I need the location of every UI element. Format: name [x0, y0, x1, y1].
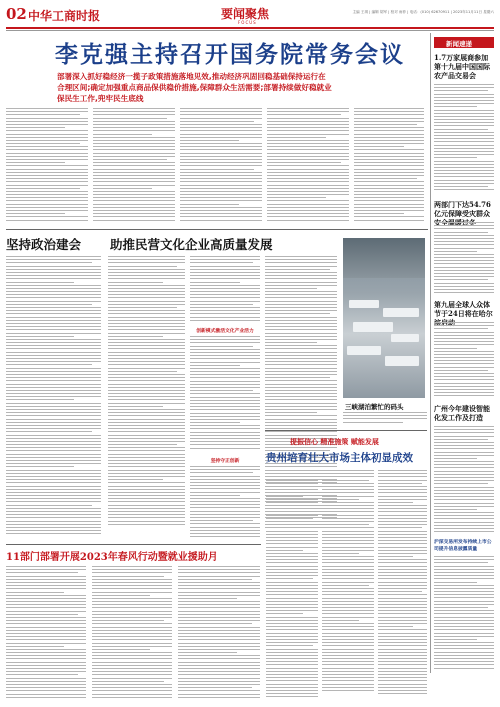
- center-subhead-a: 创新模式激活文化产业活力: [196, 329, 254, 334]
- left-story-headline: 坚持政治建会: [6, 237, 82, 252]
- lead-body-col-4: [267, 108, 349, 226]
- photo-caption: 三峡湖泊繁忙的码头: [345, 403, 404, 411]
- news-item-4-title: 广州今年建设智能化发工作及打造: [434, 404, 490, 422]
- boat: [353, 322, 393, 332]
- page-number: 02: [6, 5, 27, 23]
- guizhou-body-2: [322, 470, 374, 702]
- center-story-body-3: [190, 336, 260, 454]
- lead-divider: [6, 229, 428, 230]
- photo-caption-body: [343, 412, 427, 426]
- lead-body-col-5: [354, 108, 424, 226]
- bottom-left-body-1: [6, 566, 86, 702]
- photo-shore: [343, 238, 425, 278]
- masthead: [0, 0, 500, 28]
- center-story-headline: 助推民营文化企业高质量发展: [110, 237, 273, 252]
- lead-body-col-1: [6, 108, 88, 226]
- center-story-body-2: [190, 256, 260, 324]
- news-item-1-title: 1.7万家展商参加第十九届中国国际农产品交易会: [434, 53, 490, 80]
- boat: [347, 346, 381, 355]
- bottom-divider: [6, 544, 261, 545]
- news-item-2-body: [434, 222, 494, 296]
- masthead-meta: 主编 王琪 | 编辑 胡军 | 校对 雨菲 | 电话：(010) 62670911 | 2023年11月11日 星期六: [352, 10, 494, 14]
- right-column-label-box: [434, 37, 494, 48]
- boat: [385, 356, 419, 366]
- paper-name: 中华工商时报: [28, 9, 101, 23]
- lead-subheading-2: 合理区间;确定加强重点商品保供稳价措施,保障群众生活需要;部署持续做好稳就业: [57, 83, 332, 92]
- section-subtitle: FOCUS: [238, 20, 257, 25]
- masthead-rule-thin: [6, 30, 494, 31]
- guizhou-headline: 贵州培育壮大市场主体初显成效: [266, 452, 413, 464]
- news-item-3-title: 第九届全球人众体节于24日将在哈尔: [434, 300, 493, 318]
- guizhou-kicker: 提振信心 精准施策 赋能发展: [290, 438, 379, 446]
- news-item-3-body: [434, 322, 494, 400]
- section-title: 要闻聚焦: [221, 7, 270, 21]
- section-divider: [265, 430, 427, 431]
- lead-subheading-3: 保民生工作,兜牢民生底线: [57, 94, 144, 103]
- guizhou-body-1: [266, 470, 318, 702]
- right-column-label: 新闻速递: [446, 39, 472, 48]
- center-story-body-4: [190, 466, 260, 542]
- news-item-2-title: 两部门下达54.76亿元保障受灾群众: [434, 200, 491, 218]
- bottom-left-body-3: [178, 566, 260, 702]
- guizhou-body-3: [378, 470, 427, 702]
- news-item-1-body: [434, 84, 494, 196]
- masthead-rule: [6, 27, 494, 29]
- news-item-4-body: [434, 426, 494, 536]
- boat: [391, 334, 419, 342]
- center-story-body-1: [108, 256, 185, 542]
- boat: [349, 300, 379, 308]
- harbor-photo: [343, 238, 425, 398]
- left-story-body: [6, 256, 101, 542]
- right-column-bottom-note: 沪深交易所发布持续上市公司提升信息披露质量: [434, 540, 492, 552]
- bottom-left-headline: 11部门部署开展2023年春风行动暨就业援助月: [6, 552, 218, 563]
- bottom-left-body-2: [92, 566, 172, 702]
- right-column-bottom-body: [434, 556, 494, 672]
- lead-subheading-1: 部署深入抓好稳经济一揽子政策措施落地见效,推动经济巩固回稳基础保持运行在: [57, 72, 326, 81]
- boat: [383, 308, 419, 317]
- lead-headline: 李克强主持召开国务院常务会议: [55, 41, 405, 68]
- lead-body-col-3: [180, 108, 262, 226]
- lead-body-col-2: [93, 108, 175, 226]
- center-subhead-b: 坚持守正创新: [210, 459, 240, 464]
